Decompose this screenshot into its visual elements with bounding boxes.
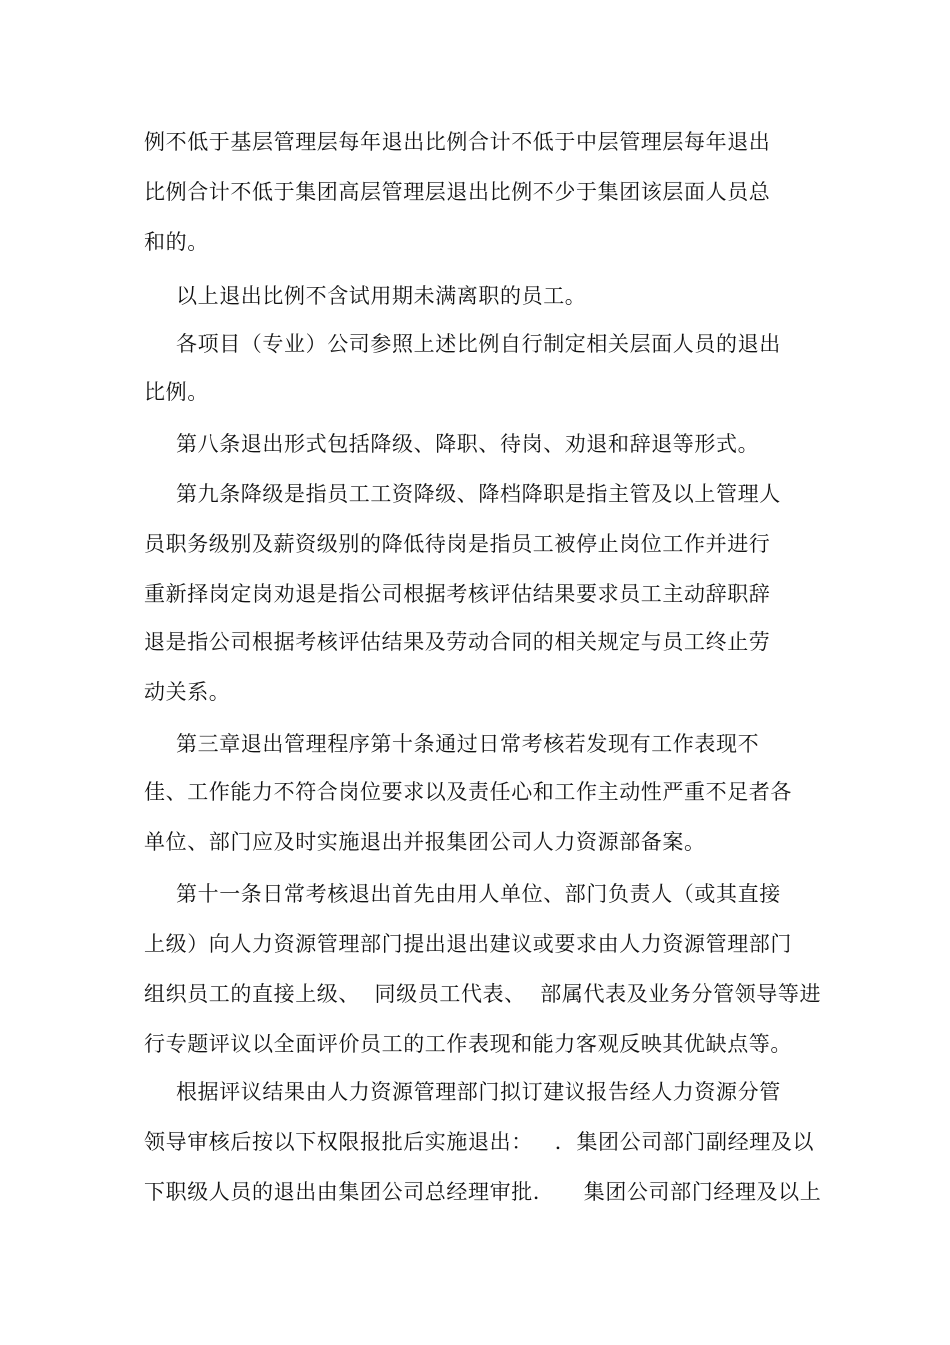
text-line: 根据评议结果由人力资源管理部门拟订建议报告经人力资源分管	[176, 1080, 781, 1104]
text-line: 动关系。	[144, 680, 231, 704]
text-line: 单位、部门应及时实施退出并报集团公司人力资源部备案。	[144, 830, 706, 854]
text-line: 和的。	[144, 230, 209, 254]
text-line: 重新择岗定岗劝退是指公司根据考核评估结果要求员工主动辞职辞	[144, 582, 771, 606]
text-line: 例不低于基层管理层每年退出比例合计不低于中层管理层每年退出	[144, 130, 771, 154]
text-line: 第十一条日常考核退出首先由用人单位、部门负责人（或其直接	[176, 882, 781, 906]
text-line: 以上退出比例不含试用期未满离职的员工。	[176, 284, 587, 308]
text-line: 比例合计不低于集团高层管理层退出比例不少于集团该层面人员总	[144, 180, 771, 204]
text-line: 下职级人员的退出由集团公司总经理审批. 集团公司部门经理及以上	[144, 1180, 822, 1204]
text-line: 员职务级别及薪资级别的降低待岗是指员工被停止岗位工作并进行	[144, 532, 771, 556]
text-line: 第九条降级是指员工工资降级、降档降职是指主管及以上管理人	[176, 482, 781, 506]
text-line: 第三章退出管理程序第十条通过日常考核若发现有工作表现不	[176, 732, 760, 756]
text-line: 比例。	[144, 380, 209, 404]
text-line: 行专题评议以全面评价员工的工作表现和能力客观反映其优缺点等。	[144, 1032, 792, 1056]
text-line: 领导审核后按以下权限报批后实施退出： . 集团公司部门副经理及以	[144, 1130, 815, 1154]
text-line: 第八条退出形式包括降级、降职、待岗、劝退和辞退等形式。	[176, 432, 760, 456]
text-line: 佳、工作能力不符合岗位要求以及责任心和工作主动性严重不足者各	[144, 780, 792, 804]
text-line: 各项目（专业）公司参照上述比例自行制定相关层面人员的退出	[176, 332, 781, 356]
text-line: 组织员工的直接上级、 同级员工代表、 部属代表及业务分管领导等进	[144, 982, 822, 1006]
text-line: 退是指公司根据考核评估结果及劳动合同的相关规定与员工终止劳	[144, 630, 771, 654]
text-line: 上级）向人力资源管理部门提出退出建议或要求由人力资源管理部门	[144, 932, 792, 956]
